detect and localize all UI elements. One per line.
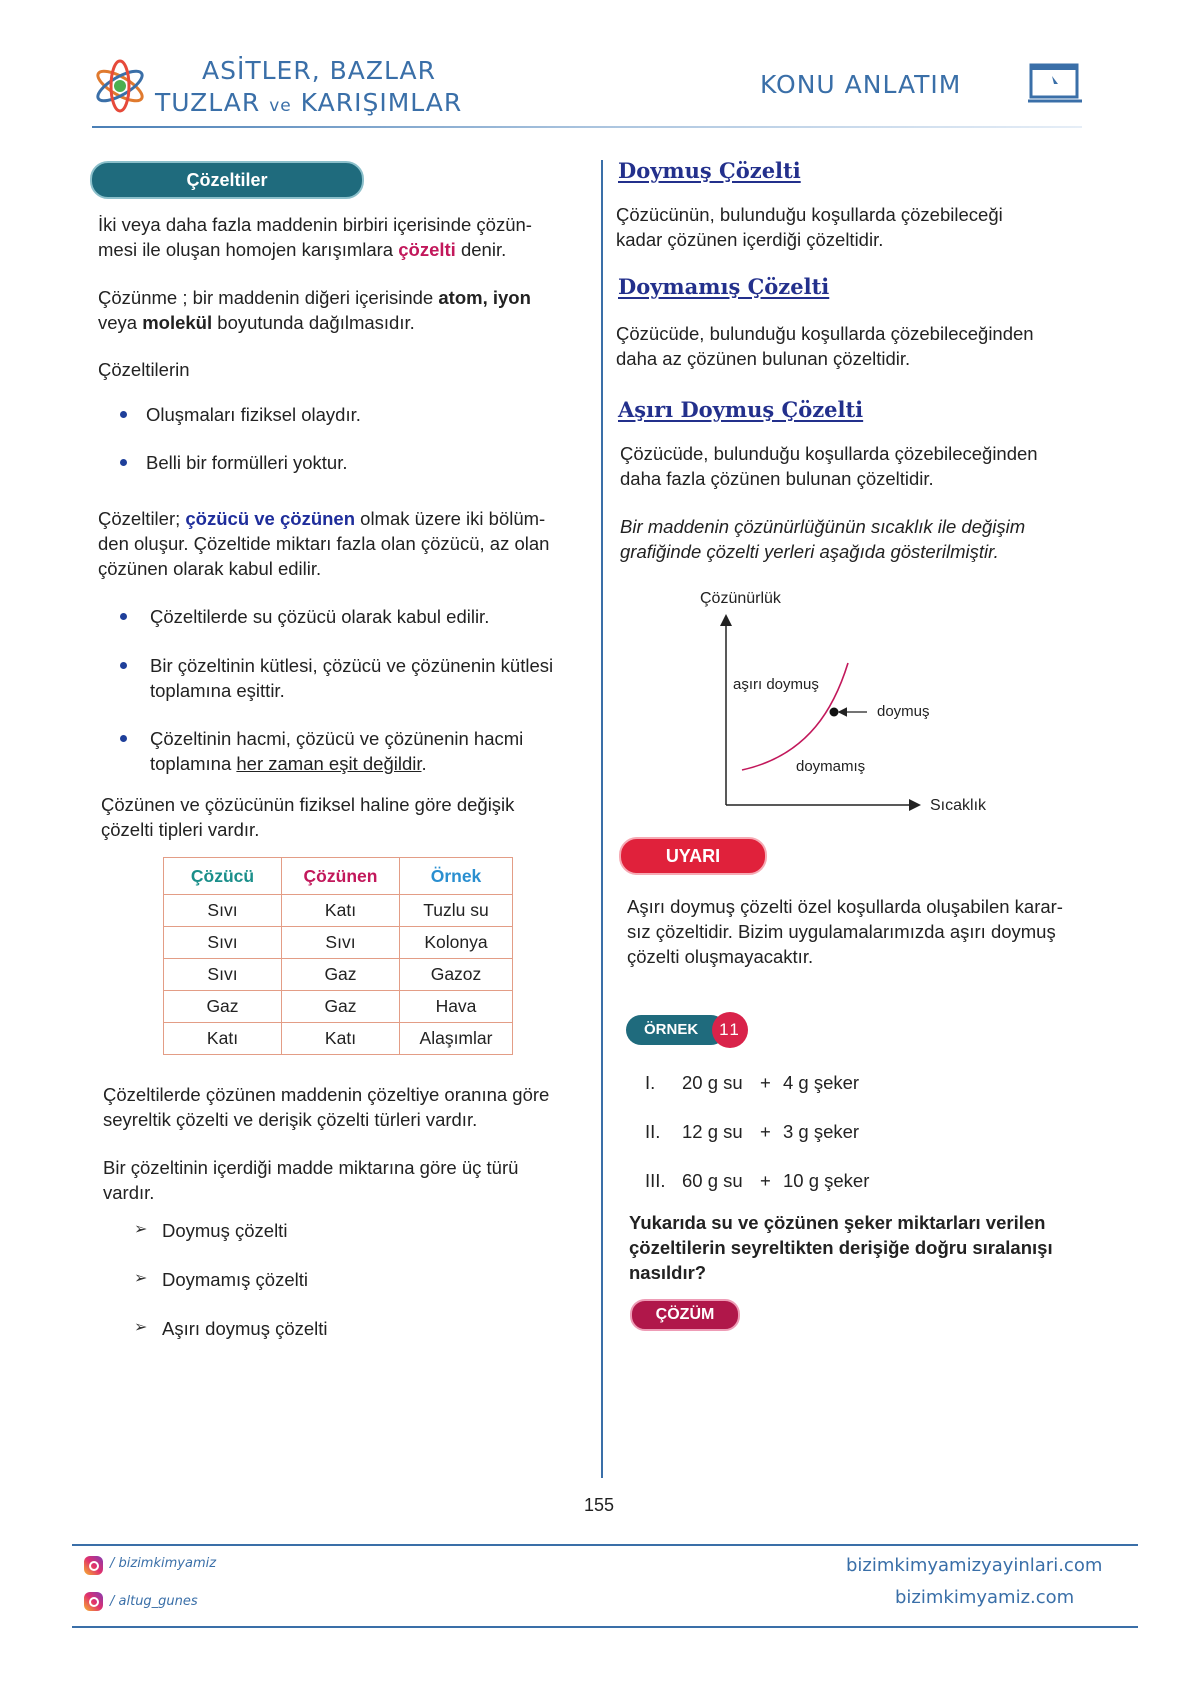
list-item: Belli bir formülleri yoktur. [120,450,348,475]
page-number: 155 [584,1495,615,1515]
saturated-label: doymuş [877,703,930,720]
paragraph-dissolution: Çözünme ; bir maddenin diğeri içerisinde atom, iyon veya molekül boyutunda dağılmasıdır. [98,287,531,333]
footer-rule-bottom [72,1626,1138,1628]
table-header: Örnek [400,858,513,895]
list-item: ➢ Doymamış çözelti [134,1269,308,1290]
heading-supersaturated: Aşırı Doymuş Çözelti [618,397,864,422]
list-item: Bir çözeltinin kütlesi, çözücü ve çözünenin kütlesi toplamına eşittir. [120,653,553,703]
saturated-point [830,708,839,717]
example-question: Yukarıda su ve çözünen şeker miktarları verilen çözeltilerin seyreltikten derişiğe doğru sıralanışı nasıldır? [629,1212,1053,1283]
paragraph-types-intro: Çözünen ve çözücünün fiziksel haline göre değişik çözelti tipleri vardır. [101,794,515,840]
social-handle-2[interactable]: / altug_gunes [110,1594,198,1609]
list-item: Çözeltinin hacmi, çözücü ve çözünenin hacmi toplamına her zaman eşit değildir. [120,726,523,776]
table-header: Çözünen [282,858,400,895]
website-link-2[interactable]: bizimkimyamiz.com [895,1587,1075,1608]
example-number: 11 [712,1012,748,1048]
screen-icon [1028,62,1082,104]
list-item: Oluşmaları fiziksel olaydır. [120,402,361,427]
heading-saturated: Doymuş Çözelti [618,158,801,183]
social-handle-1[interactable]: / bizimkimyamiz [110,1556,217,1571]
example-label: ÖRNEK [626,1015,726,1045]
x-axis-label: Sıcaklık [930,797,987,814]
header-rule [92,126,1082,128]
table-row: Katı Katı Alaşımlar [164,1023,513,1055]
solubility-graph [660,585,1020,820]
text-unsaturated: Çözücüde, bulunduğu koşullarda çözebileceğinden daha az çözünen bulunan çözeltidir. [616,323,1034,369]
table-row: Sıvı Katı Tuzlu su [164,895,513,927]
example-item: I. 20 g su + 4 g şeker [645,1072,860,1093]
website-link-1[interactable]: bizimkimyamizyayinlari.com [846,1555,1103,1576]
table-header: Çözücü [164,858,282,895]
list-item: ➢ Aşırı doymuş çözelti [134,1318,328,1339]
y-axis-label: Çözünürlük [700,590,781,607]
paragraph-components: Çözeltiler; çözücü ve çözünen olmak üzere iki bölüm- den oluşur. Çözeltide miktarı fazla olan çözücü, az olan çözünen olarak kabul edilir. [98,508,550,579]
solution-types-table [163,857,513,1055]
header [0,0,1200,140]
example-badge [626,1012,752,1048]
table-row: Gaz Gaz Hava [164,991,513,1023]
example-item: II. 12 g su + 3 g şeker [645,1121,860,1142]
instagram-icon [84,1556,103,1575]
text-saturated: Çözücünün, bulunduğu koşullarda çözebileceği kadar çözünen içerdiği çözeltidir. [616,204,1003,250]
table-header-row [164,858,513,895]
text-supersaturated: Çözücüde, bulunduğu koşullarda çözebileceğinden daha fazla çözünen bulunan çözeltidir. [620,443,1038,489]
instagram-icon [84,1592,103,1611]
table-row: Sıvı Gaz Gazoz [164,959,513,991]
column-divider [601,160,603,1478]
heading-unsaturated: Doymamış Çözelti [618,274,830,299]
list-item: Çözeltilerde su çözücü olarak kabul edilir. [120,604,489,629]
atom-logo-icon [92,58,148,114]
paragraph-definition: İki veya daha fazla maddenin birbiri içerisinde çözün- mesi ile oluşan homojen karışımlara çözelti denir. [98,214,532,260]
paragraph-concentration: Çözeltilerde çözünen maddenin çözeltiye oranına göre seyreltik çözelti ve derişik çözelti türleri vardır. [103,1084,550,1130]
solution-badge: ÇÖZÜM [630,1299,740,1331]
warning-text: Aşırı doymuş çözelti özel koşullarda oluşabilen karar- sız çözeltidir. Bizim uygulamalarımızda aşırı doymuş çözelti oluşmayacaktır. [627,896,1063,967]
footer-rule-top [72,1544,1138,1546]
graph-caption: Bir maddenin çözünürlüğünün sıcaklık ile değişim grafiğinde çözelti yerleri aşağıda gösterilmiştir. [620,516,1026,562]
table-row: Sıvı Sıvı Kolonya [164,927,513,959]
header-title-line2: TUZLAR ve KARIŞIMLAR [155,88,463,117]
paragraph-three-types: Bir çözeltinin içerdiği madde miktarına göre üç türü vardır. [103,1157,519,1203]
section-title-badge: Çözeltiler [90,161,364,199]
list-item: ➢ Doymuş çözelti [134,1220,288,1241]
header-title-line1: ASİTLER, BAZLAR [202,56,436,85]
warning-badge: UYARI [619,837,767,875]
section-label: KONU ANLATIM [760,70,962,99]
example-item: III. 60 g su + 10 g şeker [645,1170,870,1191]
unsaturated-label: doymamış [796,758,866,775]
supersaturated-label: aşırı doymuş [733,676,819,693]
paragraph-solutions-intro: Çözeltilerin [98,359,190,380]
